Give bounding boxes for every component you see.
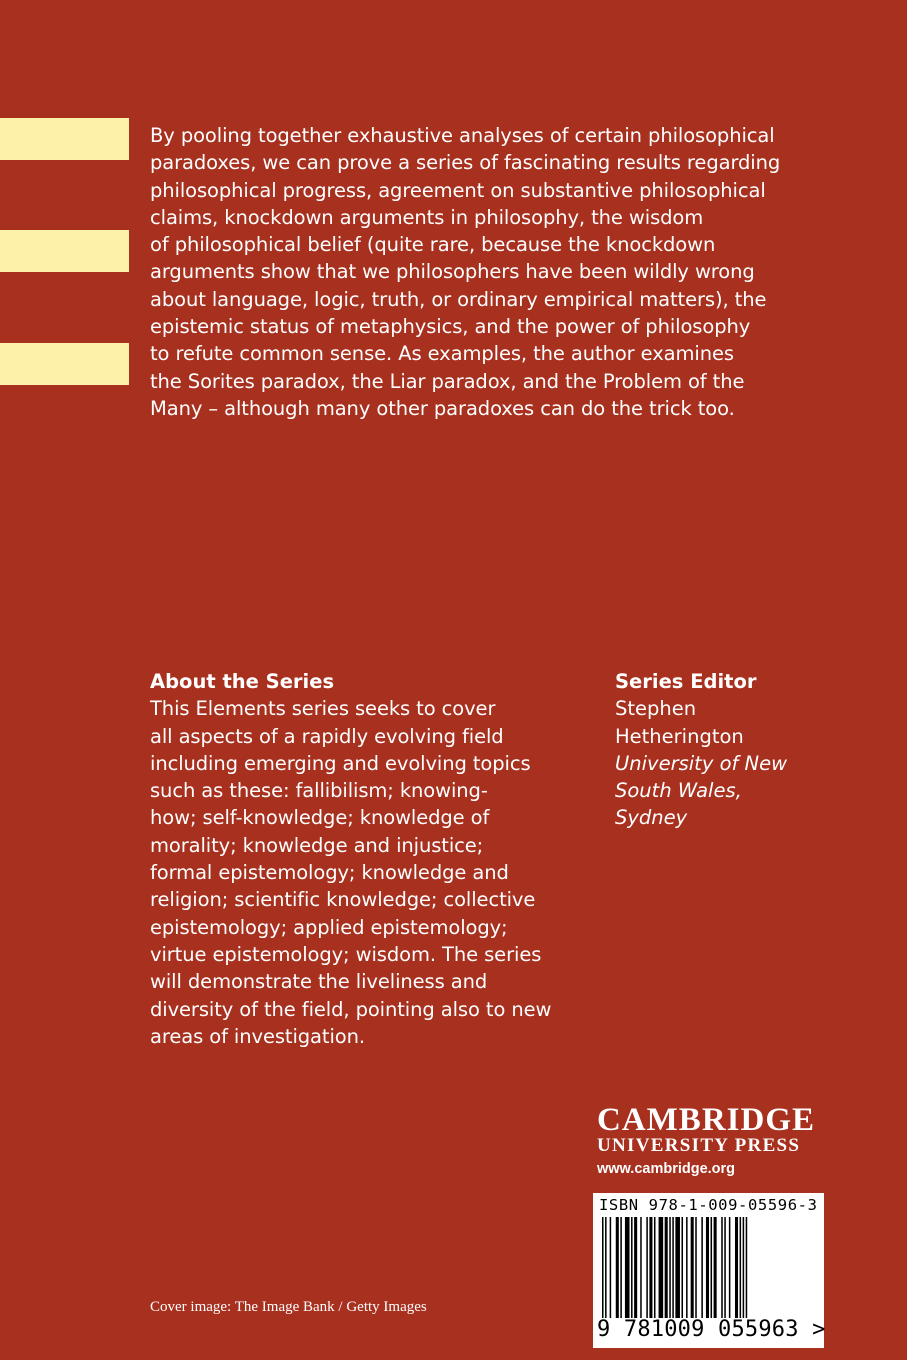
barcode-bar <box>669 1217 671 1318</box>
series-editor-affiliation: University of New South Wales, Sydney <box>615 751 788 830</box>
barcode-bar <box>706 1217 709 1318</box>
barcode-bar <box>602 1217 604 1318</box>
barcode-bar <box>686 1217 688 1318</box>
barcode-bar <box>746 1217 748 1318</box>
barcode-bar <box>631 1217 633 1318</box>
barcode-bar <box>691 1217 694 1318</box>
decorative-stripe <box>0 230 129 272</box>
barcode-bar <box>620 1217 622 1318</box>
series-editor-name: Stephen Hetherington <box>615 697 744 748</box>
publisher-url: www.cambridge.org <box>597 1161 736 1177</box>
series-editor-heading: Series Editor <box>615 670 757 693</box>
barcode-bar <box>610 1217 612 1318</box>
barcode-bar <box>711 1217 713 1318</box>
barcode-bar <box>616 1217 619 1318</box>
publisher-name: CAMBRIDGE <box>597 1102 816 1138</box>
decorative-stripe <box>0 343 129 385</box>
series-editor-section <box>615 668 855 832</box>
isbn-label: ISBN 978-1-009-05596-3 <box>599 1196 818 1214</box>
barcode-bar <box>695 1217 697 1318</box>
barcode-bar <box>640 1217 642 1318</box>
barcode-bar <box>743 1217 745 1318</box>
publisher-press: UNIVERSITY PRESS <box>597 1135 801 1156</box>
barcode-bar <box>605 1217 607 1318</box>
barcode-bar <box>649 1217 652 1318</box>
barcode-bar <box>634 1217 637 1318</box>
barcode-bar <box>735 1217 738 1318</box>
about-series-heading: About the Series <box>150 670 335 693</box>
barcode-bar <box>740 1217 742 1318</box>
isbn-barcode <box>593 1193 824 1348</box>
barcode-bar <box>724 1217 726 1318</box>
barcode-bar <box>729 1217 731 1318</box>
publisher-logo <box>597 1104 827 1180</box>
barcode-bar <box>721 1217 723 1318</box>
barcode-bars <box>602 1217 816 1318</box>
cover-image-credit: Cover image: The Image Bank / Getty Images <box>150 1299 427 1315</box>
barcode-bar <box>701 1217 703 1318</box>
book-blurb: By pooling together exhaustive analyses of certain philosophical paradoxes, we can prove a series of fascinating results regarding philosophical progress, agreement on substantive philosophical claims, knockdown arguments in philosophy, the wisdom of philosophical belief (quite rare, because the knockdown arguments show that we philosophers have been wildly wrong about language, logic, truth, or ordinary empirical matters), the epistemic status of metaphysics, and the power of philosophy to refute common sense. As examples, the author examines the Sorites paradox, the Liar paradox, and the Problem of the Many – although many other paradoxes can do the trick too. <box>150 124 781 420</box>
barcode-bar <box>665 1217 668 1318</box>
barcode-bar <box>659 1217 664 1318</box>
barcode-bar <box>625 1217 630 1318</box>
barcode-bar <box>675 1217 680 1318</box>
barcode-bar <box>714 1217 717 1318</box>
barcode-bar <box>646 1217 648 1318</box>
barcode-bar <box>681 1217 683 1318</box>
ean-digits: 9 781009 055963 > <box>597 1317 826 1342</box>
barcode-bar <box>654 1217 656 1318</box>
decorative-stripe <box>0 118 129 160</box>
barcode-bar <box>672 1217 674 1318</box>
about-series-text: This Elements series seeks to cover all aspects of a rapidly evolving field including emerging and evolving topics such as these: fallibilism; knowing- how; self-knowledge; knowledge of morality; knowledge and injustice; formal epistemology; knowledge and religion; scientific knowledge; collective epistemology; applied epistemology; virtue epistemology; wisdom. The series will demonstrate the liveliness and diversity of the field, pointing also to new areas of investigation. <box>150 697 552 1048</box>
about-series-section <box>150 668 600 1050</box>
